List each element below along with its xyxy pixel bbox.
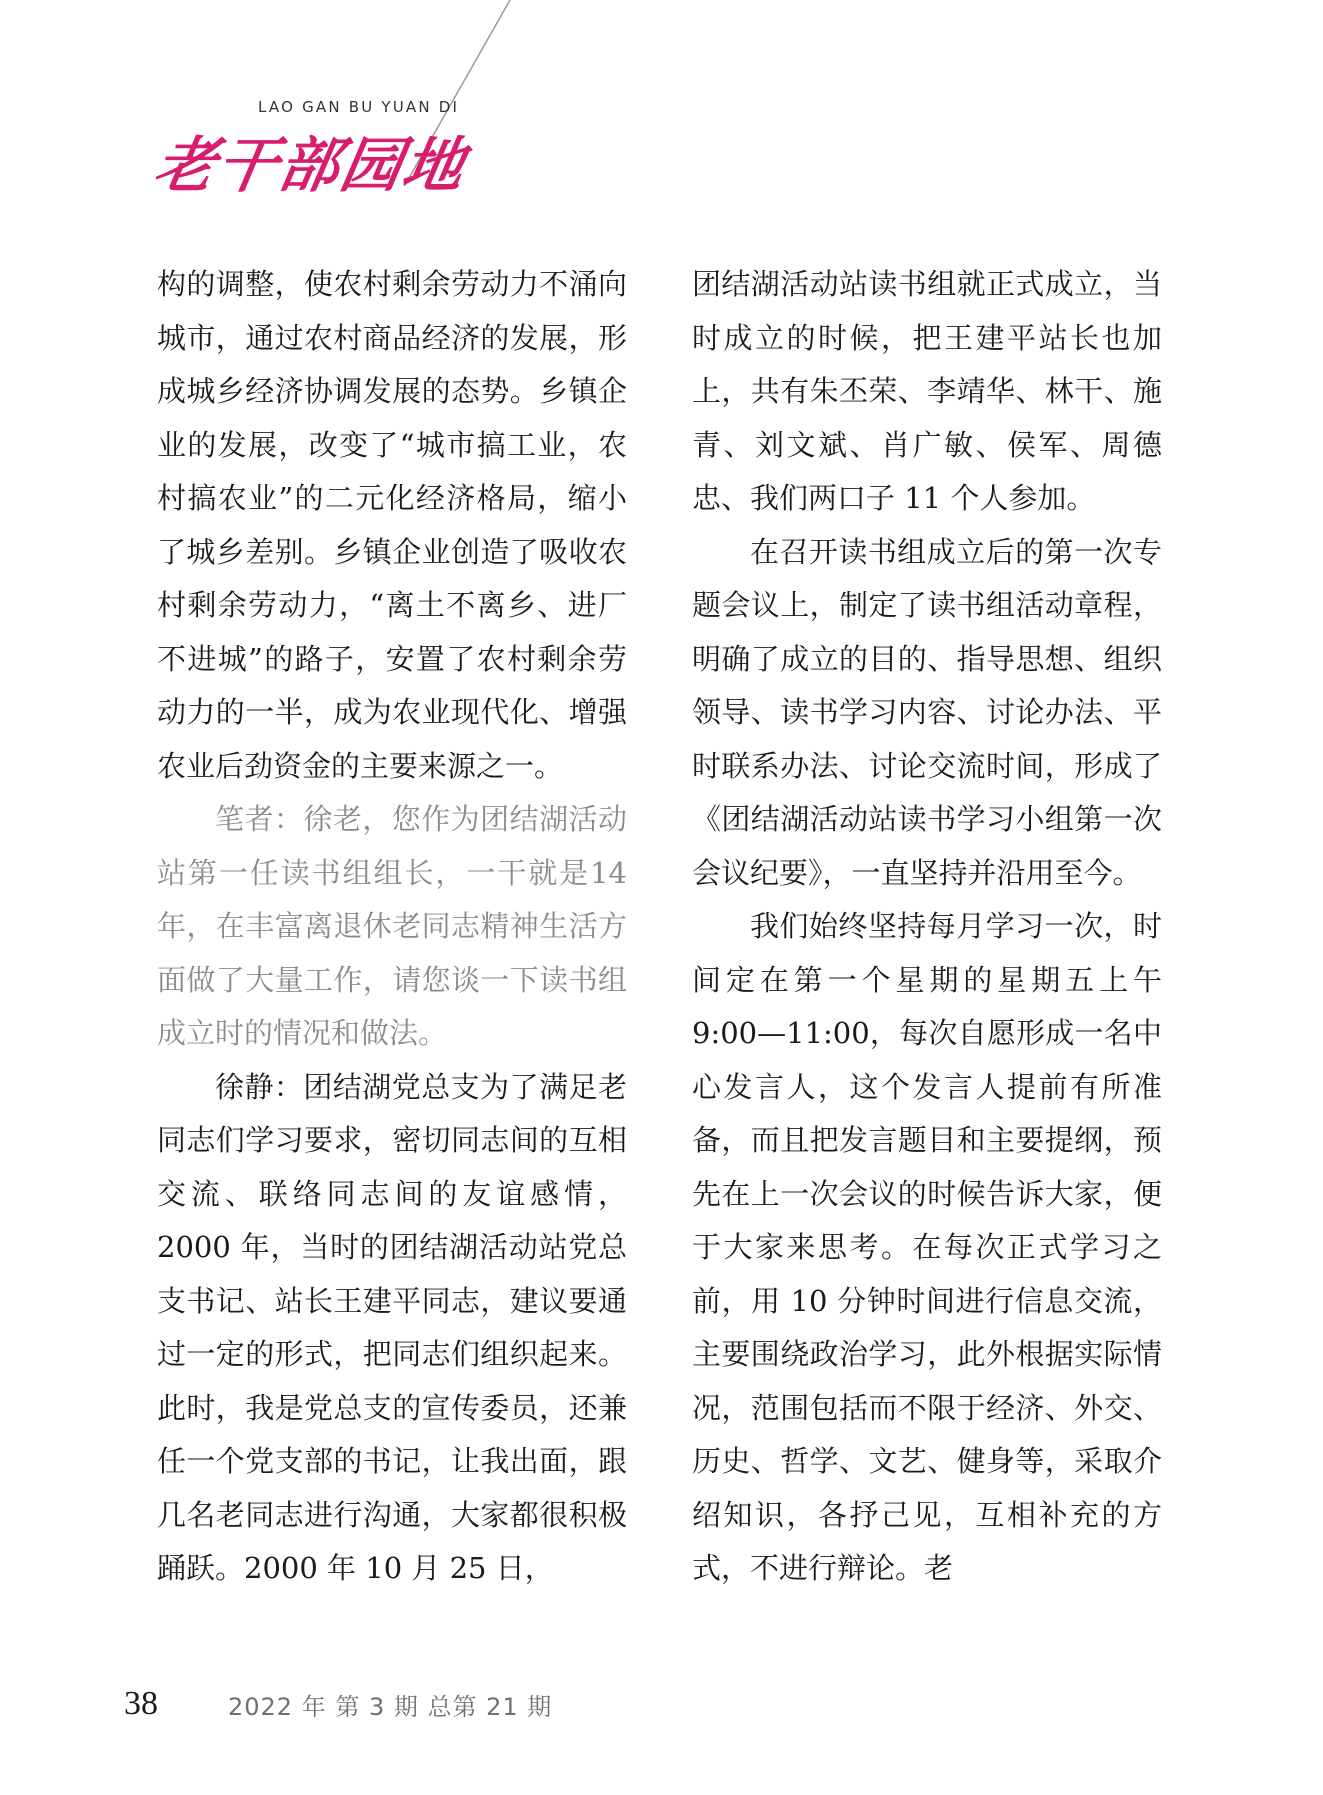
paragraph: 团结湖活动站读书组就正式成立，当时成立的时候，把王建平站长也加上，共有朱丕荣、李靖华、林干、施青、刘文斌、肖广敏、侯军、周德忠、我们两口子 11 个人参加。 [692,267,1162,515]
page-footer [124,1684,552,1724]
issue-info: 2022 年 第 3 期 总第 21 期 [228,1692,553,1721]
column-logo: 老干部园地 [148,131,472,201]
paragraph: 构的调整，使农村剩余劳动力不涌向城市，通过农村商品经济的发展，形成城乡经济协调发展的态势。乡镇企业的发展，改变了“城市搞工业，农村搞农业”的二元化经济格局，缩小了城乡差别。乡镇企业创造了吸收农村剩余劳动力，“离土不离乡、进厂不进城”的路子，安置了农村剩余劳动力的一半，成为农业现代化、增强农业后劲资金的主要来源之一。 [157,267,627,783]
right-column [692,258,1162,1596]
paragraph: 在召开读书组成立后的第一次专题会议上，制定了读书组活动章程，明确了成立的目的、指导思想、组织领导、读书学习内容、讨论办法、平时联系办法、讨论交流时间，形成了《团结湖活动站读书学习小组第一次会议纪要》，一直坚持并沿用至今。 [692,534,1162,890]
page-number: 38 [124,1685,158,1722]
paragraph: 我们始终坚持每月学习一次，时间定在第一个星期的星期五上午 9:00—11:00，每次自愿形成一名中心发言人，这个发言人提前有所准备，而且把发言题目和主要提纲，预先在上一次会议的时候告诉大家，便于大家来思考。在每次正式学习之前，用 10 分钟时间进行信息交流，主要围绕政治学习，此外根据实际情况，范围包括而不限于经济、外交、历史、哲学、文艺、健身等，采取介绍知识，各抒己见，互相补充的方式，不进行辩论。老 [692,909,1162,1585]
column-pinyin-title: LAO GAN BU YUAN DI [258,98,460,116]
left-column [157,258,627,1596]
paragraph: 徐静：团结湖党总支为了满足老同志们学习要求，密切同志间的互相交流、联络同志间的友谊感情，2000 年，当时的团结湖活动站党总支书记、站长王建平同志，建议要通过一定的形式，把同志们组织起来。此时，我是党总支的宣传委员，还兼任一个党支部的书记，让我出面，跟几名老同志进行沟通，大家都很积极踊跃。2000 年 10 月 25 日， [157,1069,627,1585]
interviewer-question: 笔者：徐老，您作为团结湖活动站第一任读书组组长，一干就是14 年，在丰富离退休老同志精神生活方面做了大量工作，请您谈一下读书组成立时的情况和做法。 [157,802,627,1050]
